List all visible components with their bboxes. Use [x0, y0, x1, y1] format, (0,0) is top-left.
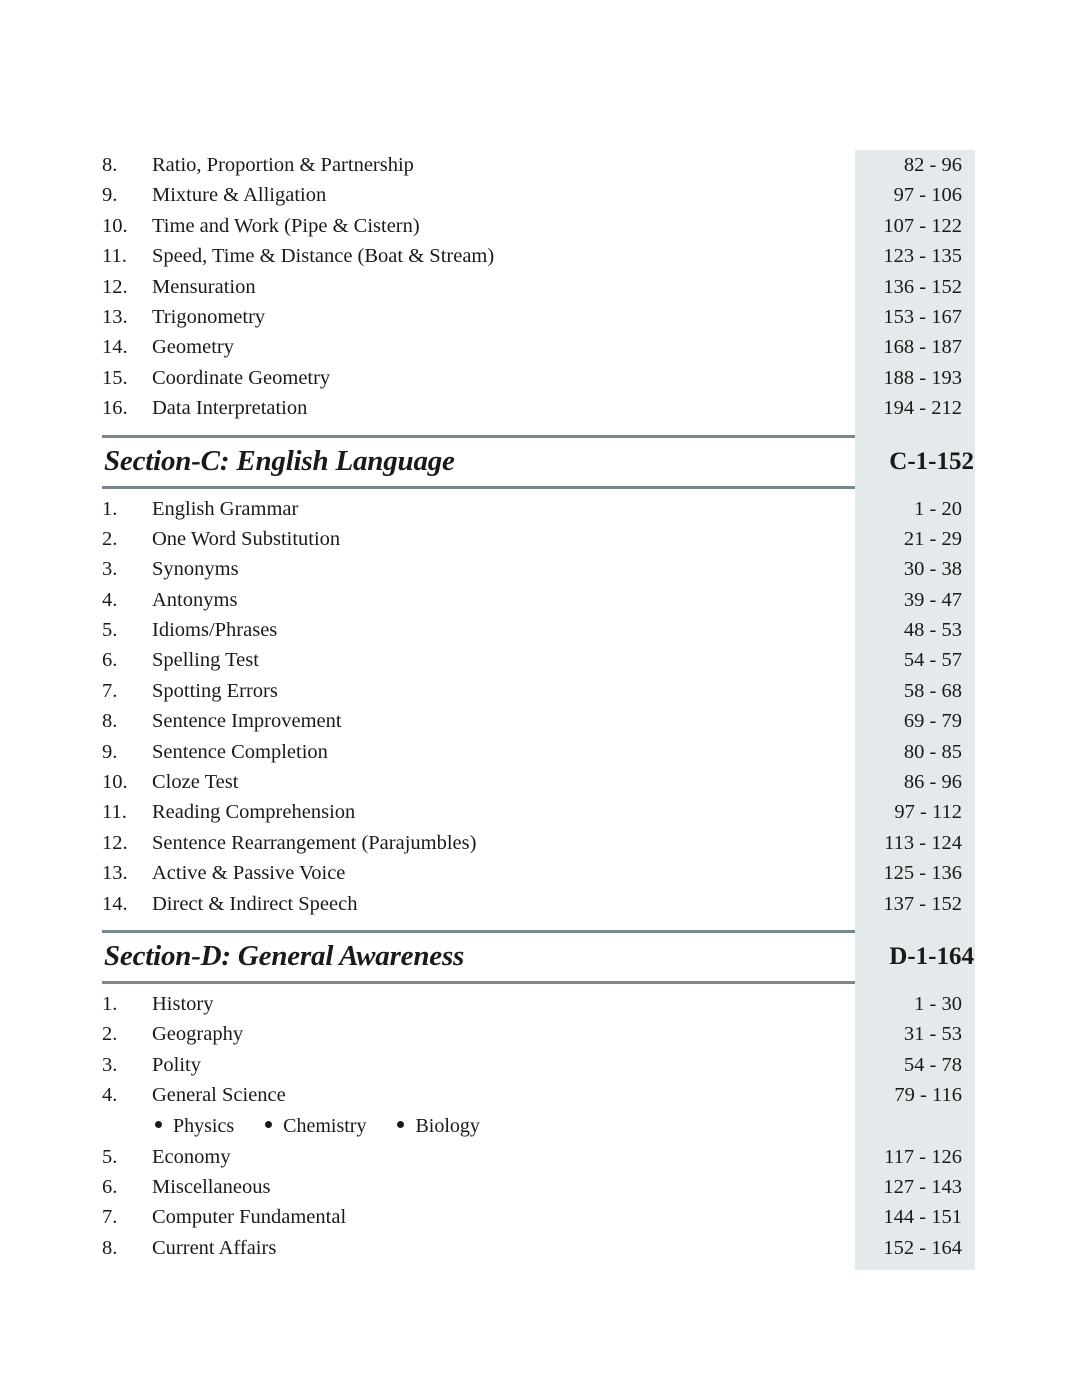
- toc-row-title: Current Affairs: [152, 1236, 277, 1259]
- bullet-icon: [265, 1121, 272, 1128]
- toc-row-number: 12.: [102, 831, 128, 854]
- toc-row-page-range: 97 - 112: [894, 801, 962, 824]
- toc-row-number: 8.: [102, 710, 118, 733]
- toc-row-number: 2.: [102, 1023, 118, 1046]
- table-of-contents: [102, 150, 975, 1263]
- toc-row-page-range: 30 - 38: [903, 558, 962, 581]
- toc-row-title: Synonyms: [152, 558, 239, 581]
- toc-row-title: Direct & Indirect Speech: [152, 892, 358, 915]
- toc-row-title: Spelling Test: [152, 649, 259, 672]
- toc-row-title: Antonyms: [152, 588, 238, 611]
- toc-row-page-range: 69 - 79: [903, 710, 962, 733]
- toc-row-number: 6.: [102, 649, 118, 672]
- toc-row-page-range: 113 - 124: [884, 831, 962, 854]
- bullet-icon: [397, 1121, 404, 1128]
- toc-row-page-range: 117 - 126: [884, 1145, 962, 1168]
- toc-row-title: History: [152, 992, 214, 1015]
- toc-row-number: 11.: [102, 245, 127, 268]
- toc-row-number: 13.: [102, 305, 128, 328]
- toc-row-number: 13.: [102, 862, 128, 885]
- toc-row[interactable]: [102, 302, 975, 332]
- toc-row[interactable]: [102, 1142, 975, 1172]
- toc-row-title: Cloze Test: [152, 771, 239, 794]
- toc-row[interactable]: [102, 524, 975, 554]
- toc-row[interactable]: [102, 1019, 975, 1049]
- toc-row-number: 7.: [102, 679, 118, 702]
- toc-row-page-range: 39 - 47: [903, 588, 962, 611]
- toc-row-title: Polity: [152, 1053, 201, 1076]
- toc-row-number: 10.: [102, 214, 128, 237]
- toc-row-page-range: 123 - 135: [883, 245, 962, 268]
- toc-row-page-range: 86 - 96: [903, 771, 962, 794]
- toc-row-page-range: 194 - 212: [883, 397, 962, 420]
- toc-row[interactable]: [102, 363, 975, 393]
- toc-row-page-range: 80 - 85: [903, 740, 962, 763]
- toc-row[interactable]: [102, 554, 975, 584]
- toc-row-page-range: 48 - 53: [903, 619, 962, 642]
- toc-row[interactable]: [102, 332, 975, 362]
- toc-row[interactable]: [102, 737, 975, 767]
- toc-row[interactable]: [102, 241, 975, 271]
- subrow-item-label: Chemistry: [283, 1114, 367, 1137]
- toc-row-page-range: 188 - 193: [883, 366, 962, 389]
- toc-row-page-range: 168 - 187: [883, 336, 962, 359]
- subrow-item: [265, 1111, 366, 1142]
- toc-row[interactable]: [102, 211, 975, 241]
- toc-row-title: Sentence Rearrangement (Parajumbles): [152, 831, 477, 854]
- section-heading: [102, 435, 975, 489]
- toc-row[interactable]: [102, 494, 975, 524]
- toc-row-page-range: 125 - 136: [883, 862, 962, 885]
- toc-row-page-range: 144 - 151: [883, 1206, 962, 1229]
- toc-row-title: Coordinate Geometry: [152, 366, 331, 389]
- toc-row-number: 3.: [102, 558, 118, 581]
- toc-row-page-range: 153 - 167: [883, 305, 962, 328]
- toc-row-number: 4.: [102, 588, 118, 611]
- section-heading-rule-box: [102, 930, 855, 984]
- toc-row-number: 14.: [102, 892, 128, 915]
- toc-row-page-range: 152 - 164: [883, 1236, 962, 1259]
- toc-row-number: 9.: [102, 740, 118, 763]
- toc-row-page-range: 137 - 152: [883, 892, 962, 915]
- toc-row[interactable]: [102, 393, 975, 423]
- toc-row[interactable]: [102, 615, 975, 645]
- toc-row-number: 16.: [102, 397, 128, 420]
- toc-subrow: [102, 1111, 975, 1142]
- toc-row-title: Ratio, Proportion & Partnership: [152, 154, 414, 176]
- toc-row[interactable]: [102, 1050, 975, 1080]
- toc-row[interactable]: [102, 797, 975, 827]
- toc-row-number: 2.: [102, 527, 118, 550]
- subrow-item: [397, 1111, 479, 1142]
- toc-row-page-range: 127 - 143: [883, 1175, 962, 1198]
- toc-row-title: Speed, Time & Distance (Boat & Stream): [152, 245, 495, 268]
- toc-row-title: One Word Substitution: [152, 527, 341, 550]
- toc-row-number: 9.: [102, 184, 118, 207]
- subrow-item: [155, 1111, 234, 1142]
- toc-row-page-range: 58 - 68: [903, 679, 962, 702]
- toc-row-page-range: 21 - 29: [903, 527, 962, 550]
- section-heading-title: Section-C: English Language: [104, 445, 455, 478]
- toc-row[interactable]: [102, 1202, 975, 1232]
- toc-row[interactable]: [102, 858, 975, 888]
- toc-row-number: 6.: [102, 1175, 118, 1198]
- toc-row[interactable]: [102, 767, 975, 797]
- toc-row-title: Geography: [152, 1023, 244, 1046]
- toc-row[interactable]: [102, 889, 975, 919]
- subrow-item-label: Biology: [415, 1114, 480, 1137]
- toc-row-number: 8.: [102, 1236, 118, 1259]
- toc-row-number: 10.: [102, 771, 128, 794]
- toc-row[interactable]: [102, 828, 975, 858]
- section-heading-title: Section-D: General Awareness: [104, 940, 465, 973]
- toc-row[interactable]: [102, 1080, 975, 1110]
- toc-row[interactable]: [102, 180, 975, 210]
- toc-row-title: Sentence Improvement: [152, 710, 342, 733]
- toc-row[interactable]: [102, 1172, 975, 1202]
- subrow-items: [155, 1111, 855, 1142]
- toc-row-number: 5.: [102, 1145, 118, 1168]
- toc-row-title: Geometry: [152, 336, 234, 359]
- toc-row-title: Mixture & Alligation: [152, 184, 327, 207]
- toc-row[interactable]: [102, 150, 975, 180]
- toc-row-number: 5.: [102, 619, 118, 642]
- toc-row[interactable]: [102, 645, 975, 675]
- toc-row-title: Reading Comprehension: [152, 801, 356, 824]
- toc-row-number: 7.: [102, 1206, 118, 1229]
- toc-row[interactable]: [102, 585, 975, 615]
- toc-row-page-range: 82 - 96: [903, 154, 962, 176]
- toc-row[interactable]: [102, 706, 975, 736]
- toc-row-title: English Grammar: [152, 497, 299, 520]
- toc-row-number: 14.: [102, 336, 128, 359]
- toc-row-page-range: 31 - 53: [903, 1023, 962, 1046]
- toc-row-title: Computer Fundamental: [152, 1206, 347, 1229]
- toc-row-title: Trigonometry: [152, 305, 266, 328]
- toc-row[interactable]: [102, 989, 975, 1019]
- toc-row-page-range: 54 - 78: [903, 1053, 962, 1076]
- toc-row-page-range: 1 - 20: [914, 497, 962, 520]
- toc-row-number: 1.: [102, 497, 118, 520]
- section-heading-page-range: C-1-152: [889, 447, 974, 475]
- toc-row-title: Active & Passive Voice: [152, 862, 346, 885]
- section-heading-rule-box: [102, 435, 855, 489]
- toc-row-title: Data Interpretation: [152, 397, 308, 420]
- toc-row-title: Miscellaneous: [152, 1175, 271, 1198]
- toc-row-title: Idioms/Phrases: [152, 619, 278, 642]
- toc-row-number: 11.: [102, 801, 127, 824]
- toc-row-number: 8.: [102, 154, 118, 176]
- toc-row-number: 12.: [102, 275, 128, 298]
- subrow-item-label: Physics: [173, 1114, 235, 1137]
- toc-row[interactable]: [102, 1233, 975, 1263]
- toc-row-page-range: 97 - 106: [893, 184, 962, 207]
- toc-row-page-range: 1 - 30: [914, 992, 962, 1015]
- toc-row-title: Spotting Errors: [152, 679, 278, 702]
- toc-row-title: General Science: [152, 1084, 286, 1107]
- bullet-icon: [155, 1121, 162, 1128]
- section-heading-page-range: D-1-164: [889, 942, 974, 970]
- toc-row-page-range: 136 - 152: [883, 275, 962, 298]
- toc-row-page-range: 107 - 122: [883, 214, 962, 237]
- toc-row-number: 3.: [102, 1053, 118, 1076]
- toc-row[interactable]: [102, 676, 975, 706]
- toc-row-number: 1.: [102, 992, 118, 1015]
- toc-row-title: Mensuration: [152, 275, 256, 298]
- toc-row-page-range: 54 - 57: [903, 649, 962, 672]
- toc-row-title: Economy: [152, 1145, 231, 1168]
- toc-row-number: 4.: [102, 1084, 118, 1107]
- toc-row-title: Time and Work (Pipe & Cistern): [152, 214, 420, 237]
- toc-row-page-range: 79 - 116: [894, 1084, 962, 1107]
- toc-row-number: 15.: [102, 366, 128, 389]
- toc-row[interactable]: [102, 272, 975, 302]
- toc-row-title: Sentence Completion: [152, 740, 328, 763]
- section-heading: [102, 930, 975, 984]
